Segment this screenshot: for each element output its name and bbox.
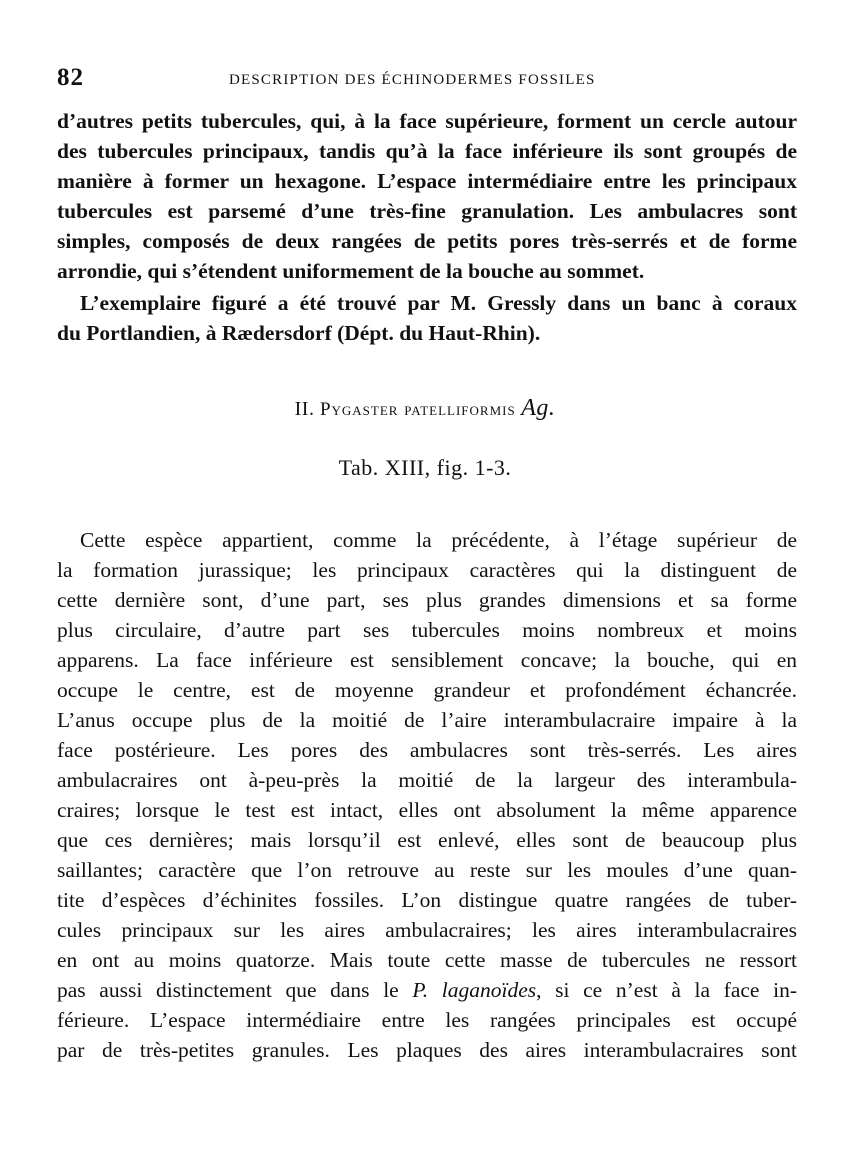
text-line: tite d’espèces d’échinites fossiles. L’on distingue quatre rangées de tuber- (57, 888, 797, 912)
text-line: tubercules est parsemé d’une très-fine granulation. Les ambulacres sont (57, 199, 797, 223)
plate-reference: Tab. XIII, fig. 1-3. (338, 455, 512, 480)
text-line: manière à former un hexagone. L’espace intermédiaire entre les principaux (57, 169, 797, 193)
species-reference: P. laganoïdes (412, 978, 537, 1002)
text-line: férieure. L’espace intermédiaire entre les rangées principales est occupé (57, 1008, 797, 1032)
running-title: DESCRIPTION DES ÉCHINODERMES FOSSILES (229, 72, 596, 88)
running-head (57, 64, 797, 100)
text-line: saillantes; caractère que l’on retrouve au reste sur les moules d’une quan- (57, 858, 797, 882)
text-line: d’autres petits tubercules, qui, à la face supérieure, forment un cercle autour (57, 109, 797, 133)
text-line: du Portlandien, à Rædersdorf (Dépt. du Haut-Rhin). (57, 321, 541, 345)
text-line: des tubercules principaux, tandis qu’à la face inférieure ils sont groupés de (57, 139, 797, 163)
text-line: simples, composés de deux rangées de petits pores très-serrés et de forme (57, 229, 797, 253)
text-line: Cette espèce appartient, comme la précédente, à l’étage supérieur de (80, 528, 797, 552)
species-name: Pygaster patelliformis (319, 399, 516, 420)
text-line: craires; lorsque le test est intact, elles ont absolument la même apparence (57, 798, 797, 822)
text-line: face postérieure. Les pores des ambulacres sont très-serrés. Les aires (57, 738, 797, 762)
text-line: apparens. La face inférieure est sensiblement concave; la bouche, qui en (57, 648, 797, 672)
text-line: occupe le centre, est de moyenne grandeur et profondément échancrée. (57, 678, 797, 702)
text-line: la formation jurassique; les principaux caractères qui la distinguent de (57, 558, 797, 582)
text-line: par de très-petites granules. Les plaques des aires interambulacraires sont (57, 1038, 797, 1062)
page-number: 82 (57, 64, 84, 91)
text-line: cules principaux sur les aires ambulacraires; les aires interambulacraires (57, 918, 797, 942)
text-line: ambulacraires ont à-peu-près la moitié de la largeur des interambula- (57, 768, 797, 792)
text-segment: , si ce n’est à la face in- (536, 978, 798, 1002)
species-heading (0, 395, 850, 422)
text-line (57, 975, 797, 1005)
text-line: que ces dernières; mais lorsqu’il est enlevé, elles sont de beaucoup plus (57, 828, 797, 852)
text-line: cette dernière sont, d’une part, ses plus grandes dimensions et sa forme (57, 588, 797, 612)
text-line: plus circulaire, d’autre part ses tubercules moins nombreux et moins (57, 618, 797, 642)
text-line: L’anus occupe plus de la moitié de l’aire interambulacraire impaire à la (57, 708, 797, 732)
text-line: arrondie, qui s’étendent uniformement de la bouche au sommet. (57, 259, 645, 283)
species-number: II. (294, 398, 315, 420)
text-line: L’exemplaire figuré a été trouvé par M. Gressly dans un banc à coraux (80, 291, 797, 315)
text-line: en ont au moins quatorze. Mais toute cette masse de tubercules ne ressort (57, 948, 797, 972)
species-author: Ag. (521, 395, 556, 421)
text-segment: pas aussi distinctement que dans le (57, 978, 413, 1002)
